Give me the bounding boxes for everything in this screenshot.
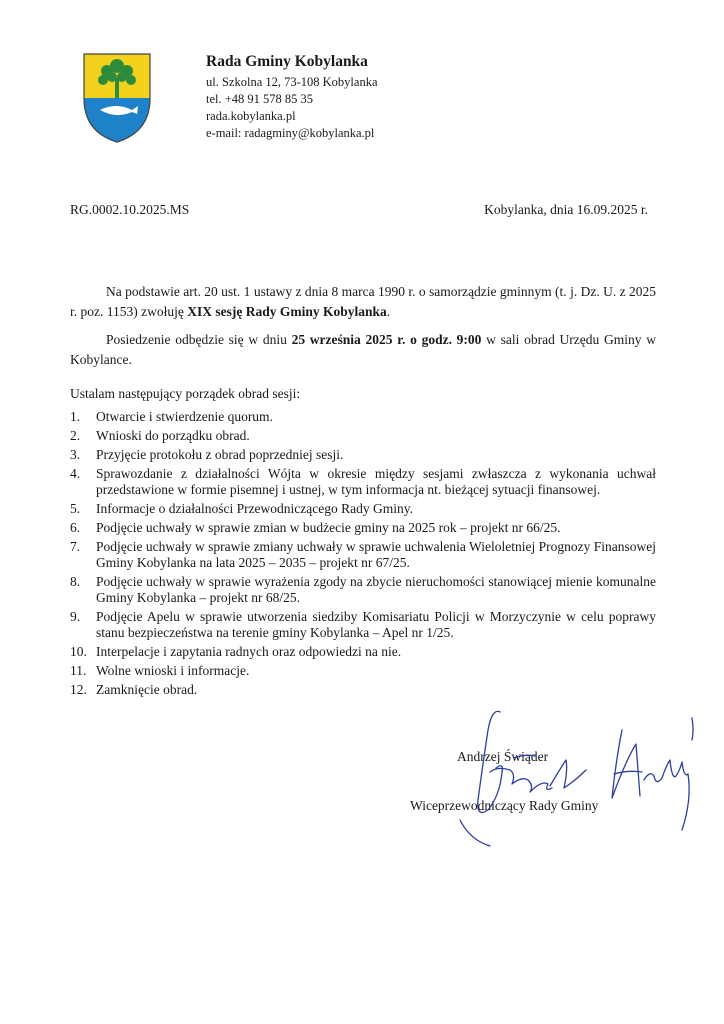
item-text: Sprawozdanie z działalności Wójta w okresie między sesjami zwłaszcza z wykonania uchwał przedstawione w formie pisemnej i ustnej, w tym informacja nt. bieżącej sytuacji finansowej. [96, 466, 656, 497]
handwritten-signature-icon [430, 700, 700, 860]
list-item [70, 520, 656, 536]
list-item [70, 574, 656, 606]
agenda-intro: Ustalam następujący porządek obrad sesji: [70, 386, 301, 401]
signatory-role: Wiceprzewodniczący Rady Gminy [410, 798, 599, 813]
reference-number: RG.0002.10.2025.MS [70, 202, 190, 217]
paragraph-text: w sali obrad Urzędu Gminy w Kobylance. [70, 332, 656, 367]
item-text: Wnioski do porządku obrad. [96, 428, 250, 443]
item-number: 1. [70, 409, 81, 424]
item-text: Podjęcie uchwały w sprawie zmian w budżecie gminy na 2025 rok – projekt nr 66/25. [96, 520, 561, 535]
item-number: 6. [70, 520, 81, 535]
meeting-paragraph [70, 330, 656, 370]
list-item [70, 539, 656, 571]
date-line: Kobylanka, dnia 16.09.2025 r. [484, 202, 648, 217]
item-number: 10. [70, 644, 87, 659]
item-number: 11. [70, 663, 87, 678]
list-item [70, 409, 656, 425]
letterhead [206, 52, 378, 142]
paragraph-text: . [386, 304, 391, 319]
item-number: 7. [70, 539, 81, 554]
meeting-datetime: 25 września 2025 r. o godz. 9:00 [291, 332, 482, 347]
list-item [70, 466, 656, 498]
agenda-list [70, 409, 656, 701]
list-item [70, 682, 656, 698]
list-item [70, 447, 656, 463]
convocation-paragraph [70, 282, 656, 322]
organization-name: Rada Gminy Kobylanka [206, 53, 368, 70]
list-item [70, 644, 656, 660]
item-number: 4. [70, 466, 81, 481]
item-text: Interpelacje i zapytania radnych oraz odpowiedzi na nie. [96, 644, 402, 659]
signatory-name: Andrzej Świąder [457, 749, 549, 764]
list-item [70, 663, 656, 679]
item-number: 12. [70, 682, 87, 697]
item-text: Informacje o działalności Przewodniczącego Rady Gminy. [96, 501, 414, 516]
list-item [70, 428, 656, 444]
item-number: 3. [70, 447, 81, 462]
item-text: Wolne wnioski i informacje. [96, 663, 250, 678]
item-text: Zamknięcie obrad. [96, 682, 198, 697]
list-item [70, 501, 656, 517]
address: ul. Szkolna 12, 73-108 Kobylanka [206, 75, 378, 89]
paragraph-text: Posiedzenie odbędzie się w dniu [106, 332, 292, 347]
item-text: Podjęcie uchwały w sprawie zmiany uchwały w sprawie uchwalenia Wieloletniej Prognozy Finansowej Gminy Kobylanka na lata 2025 – 2035 – projekt nr 67/25. [96, 539, 656, 570]
item-text: Przyjęcie protokołu z obrad poprzedniej sesji. [96, 447, 344, 462]
paragraph-text: Na podstawie art. 20 ust. 1 ustawy z dnia 8 marca 1990 r. o samorządzie gminnym (t. j. Dz. U. z 2025 r. poz. 1153) zwołuję [70, 284, 656, 319]
item-text: Podjęcie Apelu w sprawie utworzenia siedziby Komisariatu Policji w Morzyczynie w celu poprawy stanu bezpieczeństwa na terenie gminy Kobylanka – Apel nr 1/25. [96, 609, 656, 640]
item-number: 9. [70, 609, 81, 624]
item-number: 2. [70, 428, 81, 443]
session-name: XIX sesję Rady Gminy Kobylanka [187, 304, 387, 319]
list-item [70, 609, 656, 641]
item-number: 5. [70, 501, 81, 516]
email: e-mail: radagminy@kobylanka.pl [206, 126, 375, 140]
coat-of-arms-icon [82, 52, 152, 144]
item-number: 8. [70, 574, 81, 589]
website: rada.kobylanka.pl [206, 109, 296, 123]
phone: tel. +48 91 578 85 35 [206, 92, 314, 106]
item-text: Podjęcie uchwały w sprawie wyrażenia zgody na zbycie nieruchomości stanowiącej mienie komunalne Gminy Kobylanka – projekt nr 68/25. [96, 574, 656, 605]
item-text: Otwarcie i stwierdzenie quorum. [96, 409, 273, 424]
